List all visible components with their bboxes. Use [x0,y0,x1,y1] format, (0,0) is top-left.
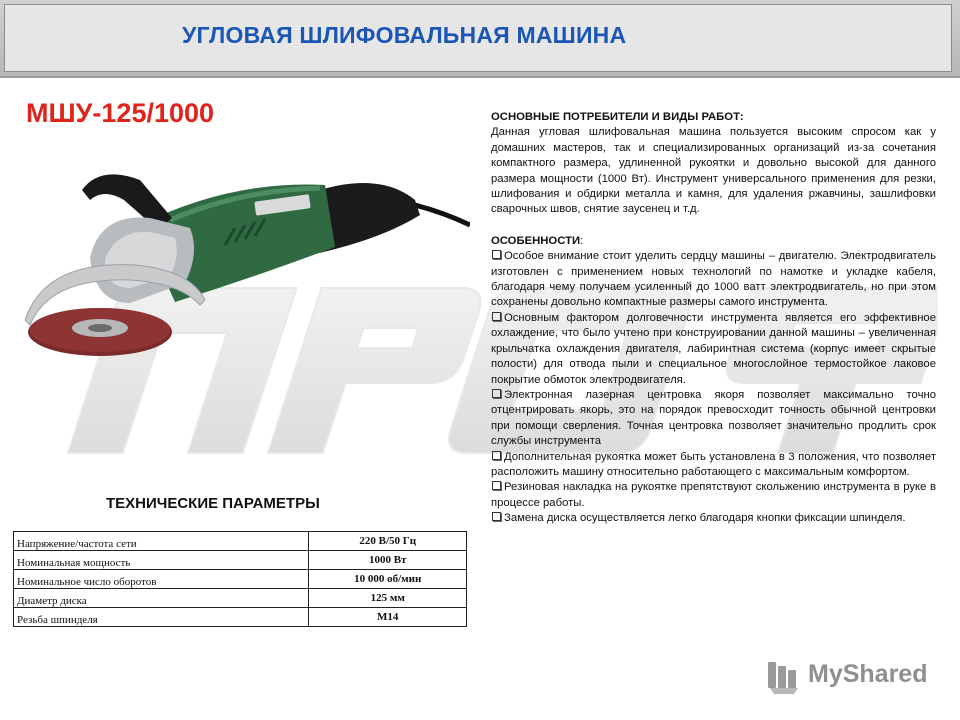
feature-item: Электронная лазерная центровка якоря позволяет максимально точно отцентрировать якорь, это на порядок превосходит точность обычной центровки при помощи сверления. Точная центровка позволяет значительно продлить срок службы инструмента [491,388,936,448]
model-title: МШУ-125/1000 [26,98,215,128]
param-name: Резьба шпинделя [14,608,309,627]
param-name: Диаметр диска [14,589,309,608]
params-heading: ТЕХНИЧЕСКИЕ ПАРАМЕТРЫ [106,495,320,512]
slide-title: УГЛОВАЯ ШЛИФОВАЛЬНАЯ МАШИНА [182,22,627,48]
table-row [14,589,467,608]
features-heading: ОСОБЕННОСТИ [491,234,581,247]
feature-item: Особое внимание стоит уделить сердцу машины – двигателю. Электродвигатель изготовлен с применением новых технологий по намотке и укладке кабеля, благодаря чему получаем усиленный до 1000 ватт электродвигатель, но при этом сохранены довольно компактные размеры самого инструмента. [491,250,936,309]
param-name: Напряжение/частота сети [14,532,309,551]
consumers-text: Данная угловая шлифовальная машина пользуется высоким спросом как у домашних мастеров, так и специализированных организаций из-за сочетания компактного размера, удлиненной рукоятки и довольно высокой для данного размера мощности (1000 Вт). Инструмент универсального применения для резки, шлифования и обдирки металла и камня, для удаления ржавчины, зашлифовки сварочных швов, снятие заусенец и т.д. [491,126,936,216]
param-value: М14 [309,608,467,627]
feature-item: Основным фактором долговечности инструмента является его эффективное охлаждение, что было учтено при конструировании данной машины – увеличенная крыльчатка охлаждения двигателя, лабиринтная система (корпус имеет скрытые полости) для отвода пыли и специальное многослойное термостойкое лаковое покрытие обмоток электродвигателя. [491,311,936,386]
feature-item: Дополнительная рукоятка может быть установлена в 3 положения, что позволяет расположить машину относительно работающего с максимальным комфортом. [491,450,936,478]
param-value: 10 000 об/мин [309,570,467,589]
checkbox-bullet-icon [492,389,501,398]
table-row [14,570,467,589]
checkbox-bullet-icon [492,250,501,259]
checkbox-bullet-icon [492,312,501,321]
param-value: 1000 Вт [309,551,467,570]
myshared-logo-text: MyShared [808,660,928,688]
header-bar [0,0,960,78]
param-value: 220 В/50 Гц [309,532,467,551]
checkbox-bullet-icon [492,451,501,460]
param-name: Номинальная мощность [14,551,309,570]
checkbox-bullet-icon [492,481,501,490]
table-row [14,608,467,627]
consumers-heading: ОСНОВНЫЕ ПОТРЕБИТЕЛИ И ВИДЫ РАБОТ: [491,111,744,123]
angle-grinder-image [20,150,470,390]
param-name: Номинальное число оборотов [14,570,309,589]
description-column [491,110,936,527]
table-row [14,532,467,551]
table-row [14,551,467,570]
features-heading-line [491,234,936,249]
feature-item: Замена диска осуществляется легко благодаря кнопки фиксации шпинделя. [491,511,936,526]
feature-item: Резиновая накладка на рукоятке препятствуют скольжению инструмента в руке в процессе работы. [491,481,936,509]
checkbox-bullet-icon [492,512,501,521]
params-table [13,531,467,627]
param-value: 125 мм [309,589,467,608]
features-heading-colon: : [580,234,584,247]
